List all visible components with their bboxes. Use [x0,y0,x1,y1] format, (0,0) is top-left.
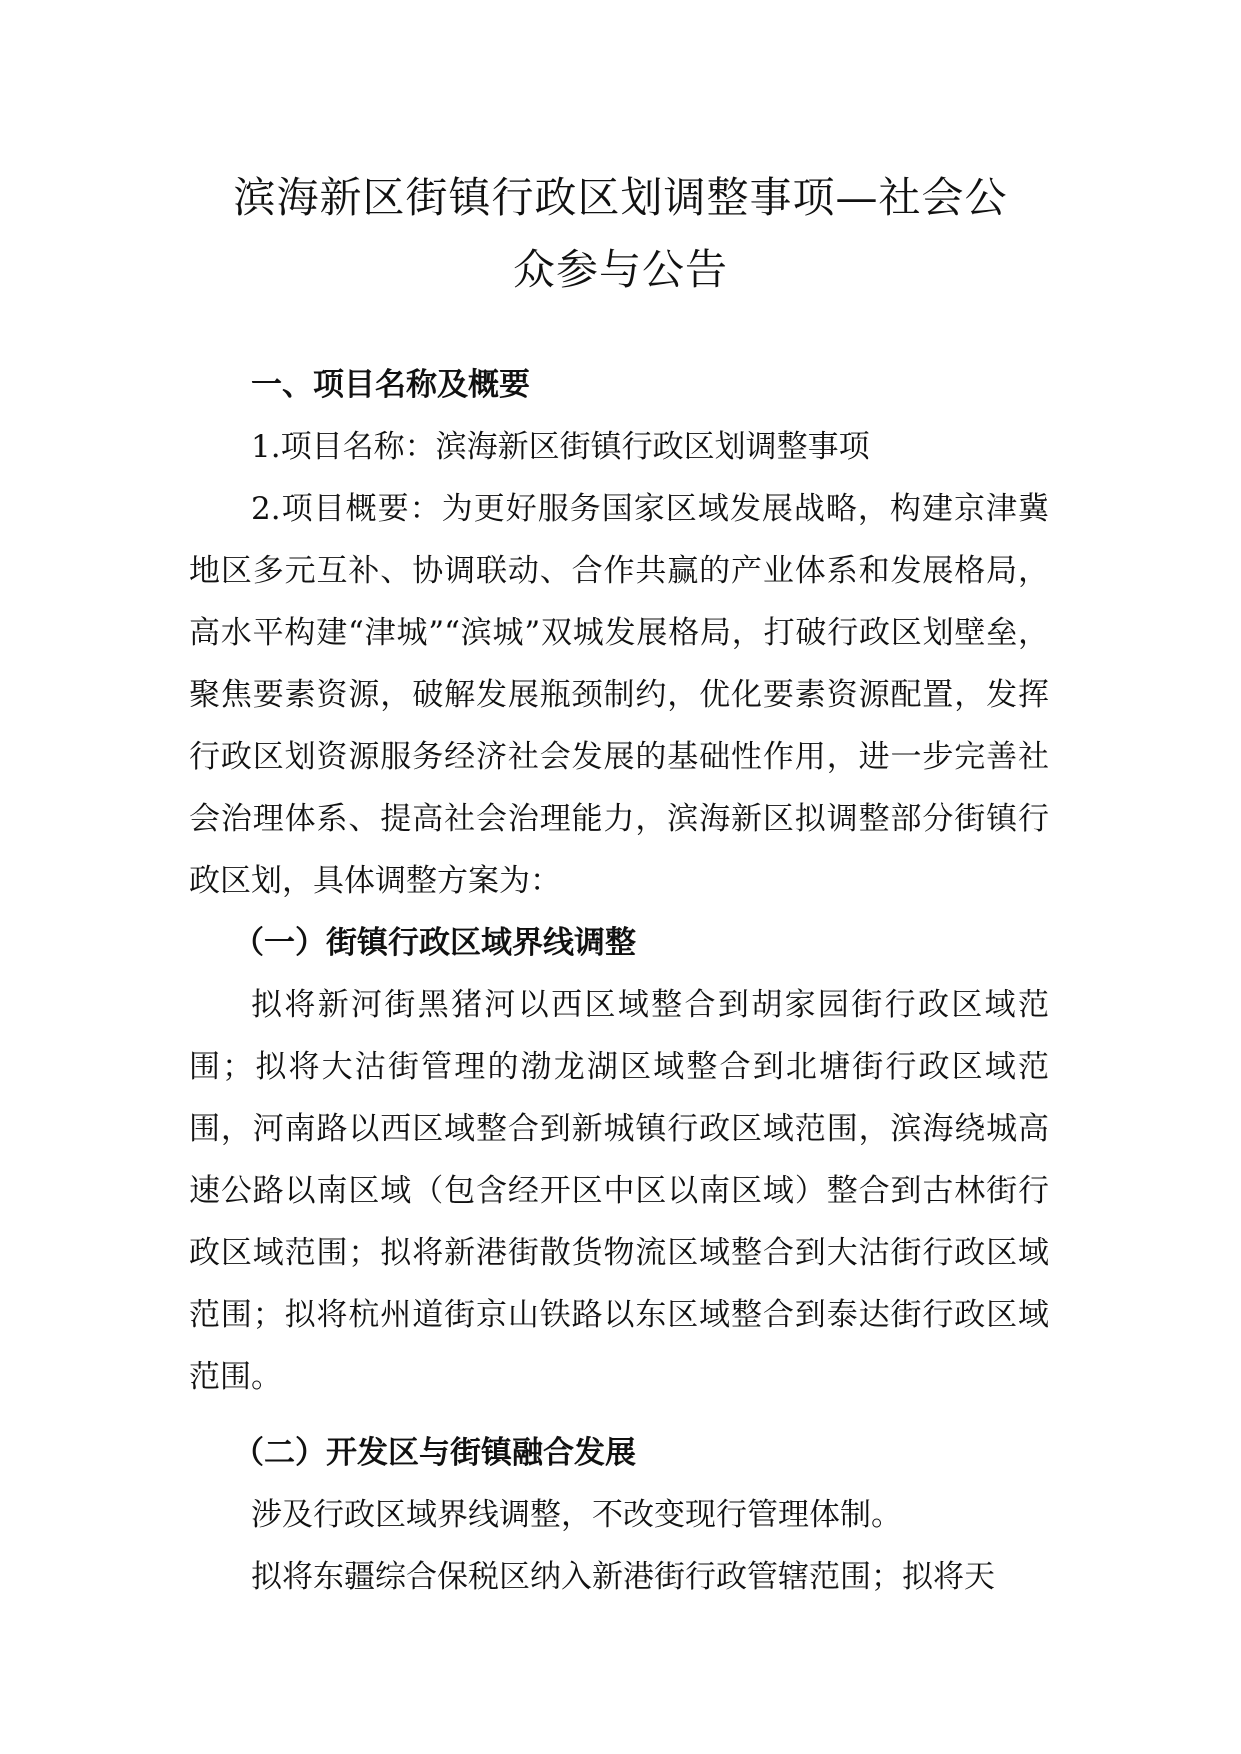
integration-paragraph-1: 涉及行政区域界线调整，不改变现行管理体制。 [251,1497,902,1533]
document-title [150,162,1091,306]
title-line-2: 众参与公告 [512,245,728,294]
subsection-heading-boundary: （一）街镇行政区域界线调整 [233,925,636,961]
document-body [189,354,1049,1608]
integration-paragraph-2: 拟将东疆综合保税区纳入新港街行政管辖范围；拟将天 [251,1559,995,1595]
subsection-heading-integration: （二）开发区与街镇融合发展 [233,1435,636,1471]
project-name-paragraph: 1.项目名称：滨海新区街镇行政区划调整事项 [251,429,870,465]
boundary-adjustment-paragraph: 拟将新河街黑猪河以西区域整合到胡家园街行政区域范围；拟将大沽街管理的渤龙湖区域整合到北塘街行政区域范围，河南路以西区域整合到新城镇行政区域范围，滨海绕城高速公路以南区域（包含经开区中区以南区域）整合到古林街行政区域范围；拟将新港街散货物流区域整合到大沽街行政区域范围；拟将杭州道街京山铁路以东区域整合到泰达街行政区域范围。 [189,987,1049,1395]
section-heading-project: 一、项目名称及概要 [251,367,530,403]
title-line-1: 滨海新区街镇行政区划调整事项—社会公 [233,173,1008,222]
project-summary-paragraph: 2.项目概要：为更好服务国家区域发展战略，构建京津冀地区多元互补、协调联动、合作共赢的产业体系和发展格局，高水平构建“津城”“滨城”双城发展格局，打破行政区划壁垒，聚焦要素资源，破解发展瓶颈制约，优化要素资源配置，发挥行政区划资源服务经济社会发展的基础性作用，进一步完善社会治理体系、提高社会治理能力，滨海新区拟调整部分街镇行政区划，具体调整方案为： [189,491,1049,899]
